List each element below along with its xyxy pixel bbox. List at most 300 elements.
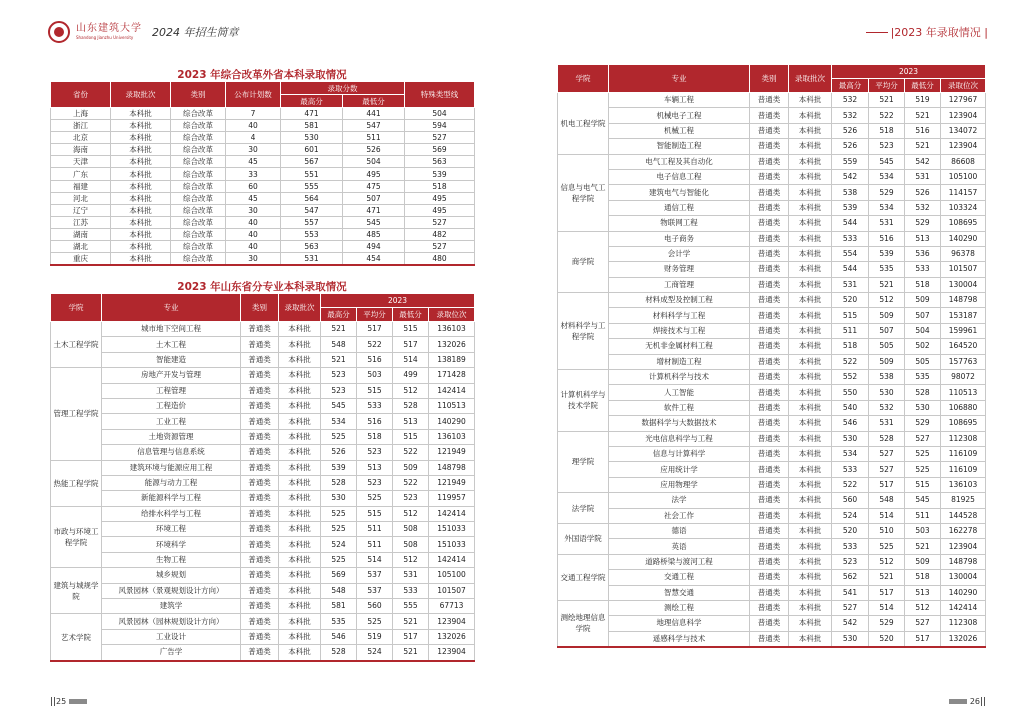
batch-cell: 本科批 [279,414,321,429]
table-row [558,570,986,585]
rank-cell: 148798 [941,293,986,308]
major-cell: 给排水科学与工程 [102,506,241,521]
major-cell: 建筑电气与智能化 [609,185,750,200]
max-score-cell: 522 [832,354,869,369]
major-cell: 英语 [609,539,750,554]
rank-cell: 123904 [429,614,475,629]
table-row [558,323,986,338]
table-row [51,368,475,383]
col-major: 专业 [609,65,750,93]
rank-cell: 67713 [429,599,475,614]
min-score-cell: 545 [905,493,941,508]
min-score-cell: 454 [343,253,405,266]
major-cell: 风景园林（景观规划设计方向） [102,583,241,598]
plan-cell: 40 [226,120,281,132]
table-row [558,262,986,277]
category-cell: 普通类 [750,570,789,585]
college-cell: 商学院 [558,231,609,293]
max-score-cell: 540 [832,400,869,415]
rank-cell: 136103 [941,477,986,492]
category-cell: 普通类 [750,93,789,108]
major-cell: 软件工程 [609,400,750,415]
category-cell: 普通类 [241,506,279,521]
avg-score-cell: 512 [869,293,905,308]
batch-cell: 本科批 [111,180,171,192]
min-score-cell: 527 [905,431,941,446]
col-batch: 录取批次 [279,294,321,322]
major-cell: 遥感科学与技术 [609,631,750,647]
rank-cell: 86608 [941,154,986,169]
major-cell: 应用物理学 [609,477,750,492]
category-cell: 普通类 [750,123,789,138]
min-score-cell: 522 [393,475,429,490]
max-score-cell: 542 [832,616,869,631]
brochure-title: 2024 年招生简章 [152,26,239,39]
rank-cell: 140290 [429,414,475,429]
max-score-cell: 542 [832,169,869,184]
max-score-cell: 557 [281,216,343,228]
category-cell: 普通类 [750,246,789,261]
batch-cell: 本科批 [279,552,321,567]
college-cell: 信息与电气工程学院 [558,154,609,231]
category-cell: 普通类 [750,231,789,246]
max-score-cell: 551 [281,168,343,180]
table-row [51,192,475,204]
table-row [558,169,986,184]
batch-cell: 本科批 [279,383,321,398]
table-row [51,120,475,132]
major-cell: 信息管理与信息系统 [102,445,241,460]
special-line-cell: 480 [405,253,475,266]
min-score-cell: 523 [393,491,429,506]
special-line-cell: 527 [405,241,475,253]
batch-cell: 本科批 [789,93,832,108]
category-cell: 普通类 [750,554,789,569]
col-max: 最高分 [281,95,343,108]
rank-cell: 123904 [429,645,475,661]
major-cell: 会计学 [609,246,750,261]
rank-cell: 116109 [941,446,986,461]
col-max: 最高分 [832,79,869,93]
col-rank: 录取位次 [429,308,475,322]
major-cell: 德语 [609,523,750,538]
rank-cell: 144528 [941,508,986,523]
batch-cell: 本科批 [789,354,832,369]
major-cell: 无机非金属材料工程 [609,339,750,354]
province-cell: 辽宁 [51,204,111,216]
min-score-cell: 526 [905,185,941,200]
max-score-cell: 527 [832,600,869,615]
plan-cell: 30 [226,204,281,216]
major-cell: 信息与计算科学 [609,446,750,461]
col-plan: 公布计划数 [226,82,281,108]
rank-cell: 140290 [941,585,986,600]
table-row [558,585,986,600]
college-cell: 艺术学院 [51,614,102,661]
batch-cell: 本科批 [111,241,171,253]
rank-cell: 98072 [941,370,986,385]
max-score-cell: 569 [321,568,357,583]
max-score-cell: 525 [321,522,357,537]
table-row [51,583,475,598]
category-cell: 普通类 [750,477,789,492]
table-row [558,539,986,554]
table-row [558,200,986,215]
table-row [558,462,986,477]
table-row [558,493,986,508]
min-score-cell: 504 [343,156,405,168]
rank-cell: 151033 [429,522,475,537]
avg-score-cell: 534 [869,169,905,184]
category-cell: 普通类 [241,460,279,475]
table-row [558,339,986,354]
special-line-cell: 495 [405,192,475,204]
rank-cell: 101507 [941,262,986,277]
college-cell: 热能工程学院 [51,460,102,506]
max-score-cell: 524 [832,508,869,523]
category-cell: 普通类 [241,414,279,429]
min-score-cell: 511 [905,508,941,523]
avg-score-cell: 519 [357,629,393,644]
batch-cell: 本科批 [279,629,321,644]
col-batch: 录取批次 [111,82,171,108]
max-score-cell: 523 [321,383,357,398]
batch-cell: 本科批 [279,522,321,537]
max-score-cell: 546 [832,416,869,431]
category-cell: 普通类 [750,600,789,615]
table-row [558,231,986,246]
min-score-cell: 515 [393,429,429,444]
major-cell: 交通工程 [609,570,750,585]
col-min: 最低分 [905,79,941,93]
major-cell: 物联网工程 [609,216,750,231]
major-cell: 焊接技术与工程 [609,323,750,338]
rank-cell: 121949 [429,445,475,460]
rank-cell: 157763 [941,354,986,369]
avg-score-cell: 521 [869,93,905,108]
category-cell: 综合改革 [171,132,226,144]
col-avg: 平均分 [357,308,393,322]
category-cell: 普通类 [750,154,789,169]
min-score-cell: 555 [393,599,429,614]
rank-cell: 164520 [941,339,986,354]
major-cell: 电子信息工程 [609,169,750,184]
max-score-cell: 533 [832,539,869,554]
max-score-cell: 581 [321,599,357,614]
batch-cell: 本科批 [279,537,321,552]
batch-cell: 本科批 [789,108,832,123]
major-cell: 生物工程 [102,552,241,567]
province-cell: 福建 [51,180,111,192]
min-score-cell: 521 [905,139,941,154]
avg-score-cell: 513 [357,460,393,475]
max-score-cell: 539 [832,200,869,215]
avg-score-cell: 533 [357,398,393,413]
rank-cell: 142414 [429,552,475,567]
max-score-cell: 520 [832,523,869,538]
batch-cell: 本科批 [279,322,321,337]
province-cell: 北京 [51,132,111,144]
col-score-group: 录取分数 [281,82,405,95]
table-row [51,460,475,475]
table-row [558,185,986,200]
province-cell: 广东 [51,168,111,180]
col-special-line: 特殊类型线 [405,82,475,108]
university-logo-icon [48,21,70,43]
category-cell: 综合改革 [171,168,226,180]
rank-cell: 112308 [941,431,986,446]
table-row [51,216,475,228]
min-score-cell: 513 [393,414,429,429]
special-line-cell: 527 [405,216,475,228]
avg-score-cell: 512 [869,554,905,569]
batch-cell: 本科批 [789,277,832,292]
batch-cell: 本科批 [789,339,832,354]
min-score-cell: 521 [905,108,941,123]
province-cell: 海南 [51,144,111,156]
category-cell: 普通类 [241,475,279,490]
province-cell: 浙江 [51,120,111,132]
max-score-cell: 544 [832,262,869,277]
category-cell: 综合改革 [171,216,226,228]
rank-cell: 108695 [941,216,986,231]
page-number-left-text: 25 [56,697,67,706]
table-row [558,523,986,538]
plan-cell: 7 [226,108,281,120]
max-score-cell: 567 [281,156,343,168]
min-score-cell: 507 [905,308,941,323]
college-cell: 交通工程学院 [558,554,609,600]
category-cell: 综合改革 [171,253,226,266]
max-score-cell: 564 [281,192,343,204]
min-score-cell: 521 [393,645,429,661]
major-cell: 环境工程 [102,522,241,537]
max-score-cell: 511 [832,323,869,338]
batch-cell: 本科批 [279,614,321,629]
rank-cell: 136103 [429,322,475,337]
category-cell: 综合改革 [171,180,226,192]
avg-score-cell: 532 [869,400,905,415]
max-score-cell: 526 [832,123,869,138]
avg-score-cell: 510 [869,523,905,538]
batch-cell: 本科批 [789,262,832,277]
rank-cell: 151033 [429,537,475,552]
batch-cell: 本科批 [111,192,171,204]
max-score-cell: 528 [321,475,357,490]
min-score-cell: 531 [393,568,429,583]
avg-score-cell: 507 [869,323,905,338]
max-score-cell: 548 [321,337,357,352]
min-score-cell: 521 [905,539,941,554]
major-cell: 应用统计学 [609,462,750,477]
min-score-cell: 514 [393,352,429,367]
rank-cell: 123904 [941,539,986,554]
college-cell: 计算机科学与技术学院 [558,370,609,432]
college-cell: 材料科学与工程学院 [558,293,609,370]
min-score-cell: 517 [393,337,429,352]
province-cell: 湖南 [51,228,111,240]
table-row [51,337,475,352]
avg-score-cell: 521 [869,277,905,292]
batch-cell: 本科批 [111,216,171,228]
avg-score-cell: 534 [869,200,905,215]
col-avg: 平均分 [869,79,905,93]
category-cell: 普通类 [241,583,279,598]
max-score-cell: 547 [281,204,343,216]
category-cell: 综合改革 [171,120,226,132]
avg-score-cell: 529 [869,185,905,200]
min-score-cell: 542 [905,154,941,169]
avg-score-cell: 539 [869,246,905,261]
avg-score-cell: 529 [869,616,905,631]
col-batch: 录取批次 [789,65,832,93]
avg-score-cell: 517 [357,322,393,337]
major-cell: 车辆工程 [609,93,750,108]
min-score-cell: 533 [393,583,429,598]
avg-score-cell: 525 [357,614,393,629]
max-score-cell: 550 [832,385,869,400]
rank-cell: 171428 [429,368,475,383]
max-score-cell: 528 [321,645,357,661]
min-score-cell: 536 [905,246,941,261]
max-score-cell: 532 [832,108,869,123]
category-cell: 普通类 [241,614,279,629]
max-score-cell: 562 [832,570,869,585]
table-row [51,429,475,444]
table-row [558,293,986,308]
table-row [51,552,475,567]
rank-cell: 123904 [941,108,986,123]
category-cell: 普通类 [750,431,789,446]
category-cell: 综合改革 [171,241,226,253]
table-row [558,400,986,415]
batch-cell: 本科批 [279,568,321,583]
major-cell: 广告学 [102,645,241,661]
special-line-cell: 563 [405,156,475,168]
min-score-cell: 517 [393,629,429,644]
max-score-cell: 525 [321,429,357,444]
batch-cell: 本科批 [789,462,832,477]
category-cell: 普通类 [241,491,279,506]
min-score-cell: 509 [393,460,429,475]
major-cell: 道路桥梁与渡河工程 [609,554,750,569]
min-score-cell: 511 [343,132,405,144]
plan-cell: 60 [226,180,281,192]
avg-score-cell: 521 [869,570,905,585]
special-line-cell: 527 [405,132,475,144]
table-row [51,228,475,240]
category-cell: 普通类 [750,169,789,184]
rank-cell: 132026 [941,631,986,647]
max-score-cell: 559 [832,154,869,169]
batch-cell: 本科批 [789,154,832,169]
logo-wordmark [76,24,142,40]
min-score-cell: 530 [905,400,941,415]
avg-score-cell: 515 [357,383,393,398]
college-cell: 建筑与城规学院 [51,568,102,614]
major-cell: 增材制造工程 [609,354,750,369]
avg-score-cell: 515 [357,506,393,521]
major-cell: 城市地下空间工程 [102,322,241,337]
header-rule [866,32,888,33]
province-cell: 河北 [51,192,111,204]
table-row [51,156,475,168]
table-row [51,568,475,583]
major-cell: 城乡规划 [102,568,241,583]
max-score-cell: 525 [321,506,357,521]
rank-cell: 132026 [429,337,475,352]
table-row [558,416,986,431]
category-cell: 普通类 [750,370,789,385]
category-cell: 普通类 [750,200,789,215]
batch-cell: 本科批 [279,429,321,444]
batch-cell: 本科批 [789,139,832,154]
category-cell: 普通类 [750,493,789,508]
category-cell: 普通类 [750,293,789,308]
rank-cell: 103324 [941,200,986,215]
avg-score-cell: 523 [357,475,393,490]
batch-cell: 本科批 [279,337,321,352]
category-cell: 普通类 [750,462,789,477]
min-score-cell: 509 [905,293,941,308]
major-cell: 环境科学 [102,537,241,552]
major-cell: 新能源科学与工程 [102,491,241,506]
batch-cell: 本科批 [789,446,832,461]
min-score-cell: 475 [343,180,405,192]
batch-cell: 本科批 [789,385,832,400]
batch-cell: 本科批 [789,600,832,615]
min-score-cell: 517 [905,631,941,647]
max-score-cell: 522 [832,477,869,492]
major-cell: 能源与动力工程 [102,475,241,490]
max-score-cell: 530 [832,631,869,647]
avg-score-cell: 525 [357,491,393,506]
min-score-cell: 515 [905,477,941,492]
min-score-cell: 529 [905,416,941,431]
table-row [51,383,475,398]
min-score-cell: 518 [905,277,941,292]
avg-score-cell: 511 [357,522,393,537]
category-cell: 普通类 [750,139,789,154]
max-score-cell: 530 [281,132,343,144]
min-score-cell: 512 [905,600,941,615]
min-score-cell: 512 [393,506,429,521]
table-row [558,123,986,138]
rank-cell: 142414 [941,600,986,615]
table-row [51,132,475,144]
major-cell: 机械电子工程 [609,108,750,123]
rank-cell: 119957 [429,491,475,506]
category-cell: 普通类 [750,354,789,369]
major-cell: 数据科学与大数据技术 [609,416,750,431]
max-score-cell: 541 [832,585,869,600]
min-score-cell: 525 [905,446,941,461]
avg-score-cell: 516 [357,414,393,429]
page-number-left [50,697,87,706]
min-score-cell: 471 [343,204,405,216]
min-score-cell: 525 [905,462,941,477]
table-row [51,506,475,521]
category-cell: 综合改革 [171,228,226,240]
min-score-cell: 519 [905,93,941,108]
batch-cell: 本科批 [279,506,321,521]
avg-score-cell: 522 [869,108,905,123]
batch-cell: 本科批 [789,585,832,600]
major-cell: 智慧交通 [609,585,750,600]
major-cell: 工程造价 [102,398,241,413]
batch-cell: 本科批 [789,523,832,538]
special-line-cell: 518 [405,180,475,192]
